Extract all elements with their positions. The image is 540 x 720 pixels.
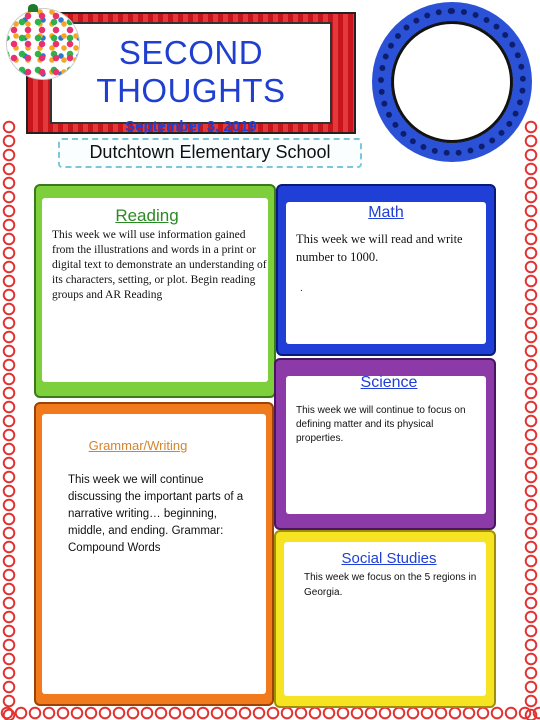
grammar-writing-body: This week we will continue discussing the important parts of a narrative writing… beginning, middle, and ending. Grammar: Compound Words — [68, 474, 244, 554]
newsletter-date: September 3, 2019 — [125, 118, 257, 135]
title-banner-inner — [50, 22, 332, 135]
math-title: Math — [368, 204, 404, 221]
newsletter-title-line1: SECOND — [118, 34, 264, 71]
grammar-writing-title: Grammar/Writing — [88, 438, 188, 453]
grammar-writing-panel — [34, 402, 274, 706]
reading-body: This week we will use information gained from the illustrations and words in a print or digital text to demonstrate an understanding of its characters, setting, or plot. Begin reading groups and AR Reading — [52, 229, 267, 301]
newsletter-title-line2: THOUGHTS — [96, 72, 286, 109]
math-panel-inner — [286, 202, 486, 344]
school-name: Dutchtown Elementary School — [89, 142, 331, 162]
right-curl-border — [524, 120, 538, 720]
reading-title: Reading — [115, 206, 179, 225]
bottom-curl-border — [0, 706, 540, 720]
social-studies-panel — [274, 530, 496, 708]
reading-panel — [34, 184, 276, 398]
science-panel — [274, 358, 496, 530]
polka-dot-apple-icon — [6, 8, 80, 80]
math-body: This week we will read and write number to 1000. — [296, 232, 463, 264]
science-body: This week we will continue to focus on defining matter and its physical properties. — [296, 405, 466, 444]
social-studies-title: Social Studies — [341, 550, 437, 567]
science-title: Science — [360, 374, 418, 391]
social-studies-body: This week we focus on the 5 regions in Georgia. — [304, 572, 477, 598]
school-name-ribbon — [58, 138, 362, 168]
apple-stem-icon — [28, 4, 38, 12]
photo-placeholder-circle — [392, 22, 512, 142]
math-panel — [276, 184, 496, 356]
left-curl-border — [2, 120, 16, 720]
math-note: . — [300, 283, 303, 294]
